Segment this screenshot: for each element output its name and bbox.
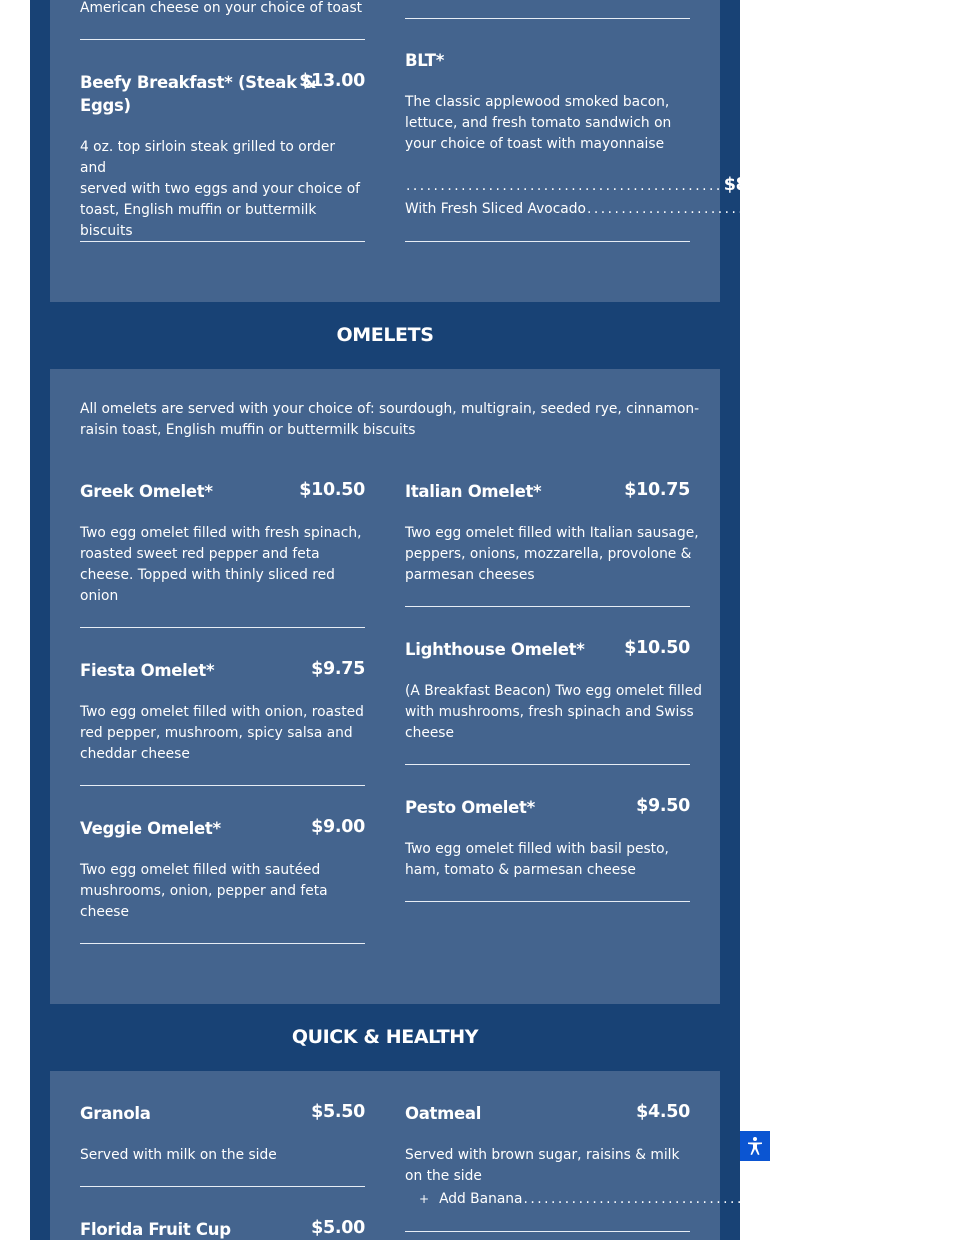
item-name-pesto-omelet: Pesto Omelet*	[405, 798, 535, 817]
addon-label-banana: Add Banana	[439, 1191, 523, 1207]
quick-left-column	[80, 1071, 365, 1240]
item-divider	[405, 18, 690, 19]
breakfast-panel	[50, 0, 970, 302]
item-price-blt: $8.50	[723, 175, 778, 195]
option-label-avocado: With Fresh Sliced Avocado	[405, 201, 586, 217]
item-description-veggie-omelet: Two egg omelet filled with sautéed mushrooms, onion, pepper and feta cheese	[80, 862, 328, 920]
item-description-italian-omelet: Two egg omelet filled with Italian sausage, peppers, onions, mozzarella, provolone & parmesan cheeses	[405, 525, 699, 583]
omelets-right-column	[405, 369, 702, 1004]
item-name-italian-omelet: Italian Omelet*	[405, 482, 542, 501]
item-name-veggie-omelet: Veggie Omelet*	[80, 819, 221, 838]
item-description-granola: Served with milk on the side	[80, 1147, 277, 1163]
item-name-oatmeal: Oatmeal	[405, 1104, 482, 1123]
price-leader-blt-avocado	[405, 198, 970, 220]
item-divider	[80, 39, 365, 40]
item-description-pesto-omelet: Two egg omelet filled with basil pesto, ham, tomato & parmesan cheese	[405, 841, 669, 878]
item-description-oatmeal: Served with brown sugar, raisins & milk on the side	[405, 1147, 680, 1184]
right-column	[405, 0, 970, 302]
quick-right-column	[405, 1071, 896, 1240]
item-name-lighthouse-omelet: Lighthouse Omelet*	[405, 640, 585, 659]
item-divider	[405, 901, 690, 902]
item-divider	[405, 764, 690, 765]
item-name-granola: Granola	[80, 1104, 151, 1123]
section-title-quick-healthy: QUICK & HEALTHY	[291, 1026, 479, 1048]
item-description-fragment: American cheese on your choice of toast	[80, 0, 363, 16]
price-leader-add-banana	[419, 1188, 896, 1210]
quick-healthy-panel	[50, 1071, 896, 1240]
accessibility-button[interactable]	[740, 1131, 770, 1161]
item-divider	[405, 606, 690, 607]
item-price-pesto-omelet: $9.50	[636, 796, 690, 816]
item-name-greek-omelet: Greek Omelet*	[80, 482, 213, 501]
item-divider	[80, 943, 365, 944]
plus-icon: +	[419, 1192, 430, 1206]
dot-leader: ..............................................	[406, 178, 723, 194]
item-price-italian-omelet: $10.75	[624, 480, 690, 500]
item-name-blt: BLT*	[405, 51, 445, 70]
price-leader-blt	[405, 175, 778, 197]
item-divider	[80, 1186, 365, 1187]
item-description-blt: The classic applewood smoked bacon, lettuce, and fresh tomato sandwich on your choice of toast with mayonnaise	[405, 94, 672, 152]
dot-leader: ..............................................	[586, 201, 904, 217]
item-name-florida-fruit-cup: Florida Fruit Cup	[80, 1220, 231, 1239]
item-divider	[405, 241, 690, 242]
omelets-intro: All omelets are served with your choice of: sourdough, multigrain, seeded rye, cinnamon- raisin toast, English muffin or buttermilk biscuits	[80, 401, 700, 438]
item-divider	[80, 241, 365, 242]
item-price-greek-omelet: $10.50	[299, 480, 365, 500]
dot-leader: ..............................................	[523, 1191, 841, 1207]
item-divider	[80, 627, 365, 628]
accessibility-person-icon	[746, 1136, 764, 1156]
omelets-panel	[50, 369, 720, 1004]
omelets-left-column	[80, 369, 365, 1004]
item-name-beefy-breakfast: Beefy Breakfast* (Steak & Eggs)	[80, 73, 317, 115]
item-divider	[405, 1231, 690, 1232]
section-title-omelets: OMELETS	[336, 324, 434, 346]
item-description-lighthouse-omelet: (A Breakfast Beacon) Two egg omelet filled with mushrooms, fresh spinach and Swiss cheese	[405, 683, 702, 741]
item-price-fiesta-omelet: $9.75	[311, 659, 365, 679]
item-price-florida-fruit-cup: $5.00	[311, 1218, 365, 1238]
option-price-avocado: $10.00	[904, 198, 970, 218]
addon-price-banana: $1.00	[841, 1188, 896, 1208]
item-price-beefy-breakfast: $13.00	[299, 71, 365, 91]
item-price-veggie-omelet: $9.00	[311, 817, 365, 837]
item-description-beefy-breakfast: 4 oz. top sirloin steak grilled to order and served with two eggs and your choice of toast, English muffin or buttermilk biscuits	[80, 139, 361, 239]
left-column	[80, 0, 365, 302]
item-description-greek-omelet: Two egg omelet filled with fresh spinach, roasted sweet red pepper and feta cheese. Topped with thinly sliced red onion	[80, 525, 362, 604]
item-description-fiesta-omelet: Two egg omelet filled with onion, roasted red pepper, mushroom, spicy salsa and cheddar cheese	[80, 704, 364, 762]
item-price-lighthouse-omelet: $10.50	[624, 638, 690, 658]
item-divider	[80, 785, 365, 786]
item-name-fiesta-omelet: Fiesta Omelet*	[80, 661, 215, 680]
item-price-oatmeal: $4.50	[636, 1102, 690, 1122]
item-price-granola: $5.50	[311, 1102, 365, 1122]
